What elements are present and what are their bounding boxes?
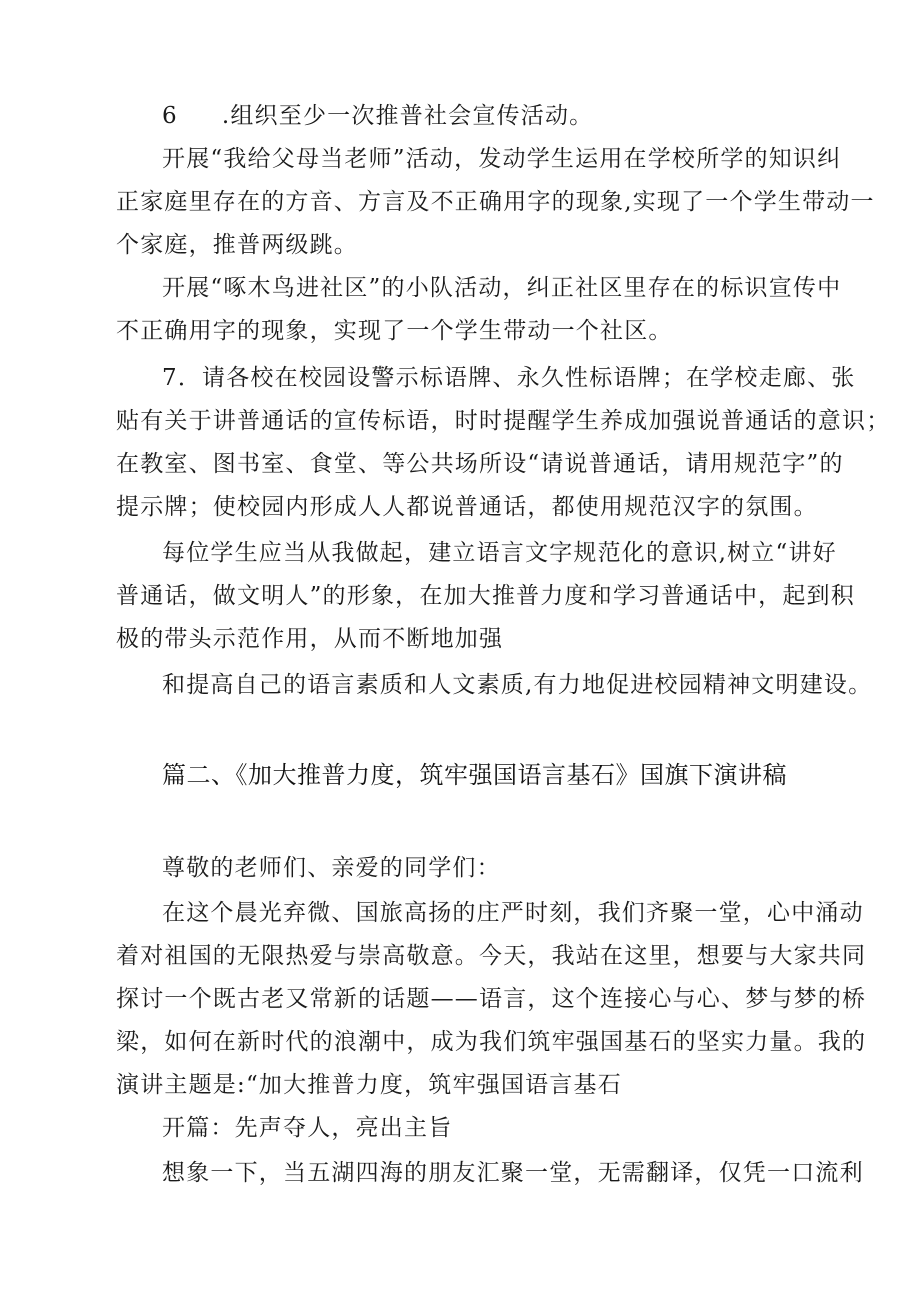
paragraph-line: 提示牌；使校园内形成人人都说普通话，都使用规范汉字的氛围。 — [116, 494, 818, 520]
paragraph-line: 梁，如何在新时代的浪潮中，成为我们筑牢强国基石的坚实力量。我的 — [116, 1029, 867, 1055]
paragraph-line: 探讨一个既古老又常新的话题——语言，这个连接心与心、梦与梦的桥 — [116, 986, 867, 1012]
paragraph-line: 着对祖国的无限热爱与崇高敬意。今天，我站在这里，想要与大家共同 — [116, 943, 867, 969]
paragraph-line: 每位学生应当从我做起，建立语言文字规范化的意识,树立“讲好 — [162, 540, 837, 566]
greeting-line: 尊敬的老师们、亲爱的同学们： — [162, 855, 501, 881]
paragraph-line: 在教室、图书室、食堂、等公共场所设“请说普通话，请用规范字”的 — [116, 451, 844, 477]
item-6-text: .组织至少一次推普社会宣传活动。 — [221, 103, 594, 129]
section-heading: 篇二、《加大推普力度，筑牢强国语言基石》国旗下演讲稿 — [162, 761, 787, 789]
paragraph-line: 开展“我给父母当老师”活动，发动学生运用在学校所学的知识纠 — [162, 146, 842, 172]
item-6-line — [162, 101, 593, 131]
item-6-number: 6 — [162, 103, 178, 129]
paragraph-line: 个家庭，推普两级跳。 — [116, 232, 358, 258]
paragraph-line: 和提高自己的语言素质和人文素质,有力地促进校园精神文明建设。 — [162, 672, 873, 698]
paragraph-line: 想象一下，当五湖四海的朋友汇聚一堂，无需翻译，仅凭一口流利 — [162, 1160, 864, 1186]
paragraph-line: 开展“啄木鸟进社区”的小队活动，纠正社区里存在的标识宣传中 — [162, 275, 842, 301]
paragraph-line: 贴有关于讲普通话的宣传标语，时时提醒学生养成加强说普通话的意识； — [116, 408, 891, 434]
paragraph-line: 在这个晨光弃微、国旅高扬的庄严时刻，我们齐聚一堂，心中涌动 — [162, 900, 864, 926]
paragraph-line: 极的带头示范作用，从而不断地加强 — [116, 626, 504, 652]
paragraph-line: 普通话，做文明人”的形象，在加大推普力度和学习普通话中，起到积 — [116, 583, 855, 609]
item-7-line: 7．请各校在校园设警示标语牌、永久性标语牌；在学校走廊、张 — [162, 365, 856, 391]
paragraph-line: 演讲主题是:“加大推普力度，筑牢强国语言基石 — [116, 1072, 622, 1098]
subheading-line: 开篇：先声夺人，亮出主旨 — [162, 1115, 453, 1141]
paragraph-line: 不正确用字的现象，实现了一个学生带动一个社区。 — [116, 318, 673, 344]
paragraph-line: 正家庭里存在的方音、方言及不正确用字的现象,实现了一个学生带动一 — [116, 189, 875, 215]
